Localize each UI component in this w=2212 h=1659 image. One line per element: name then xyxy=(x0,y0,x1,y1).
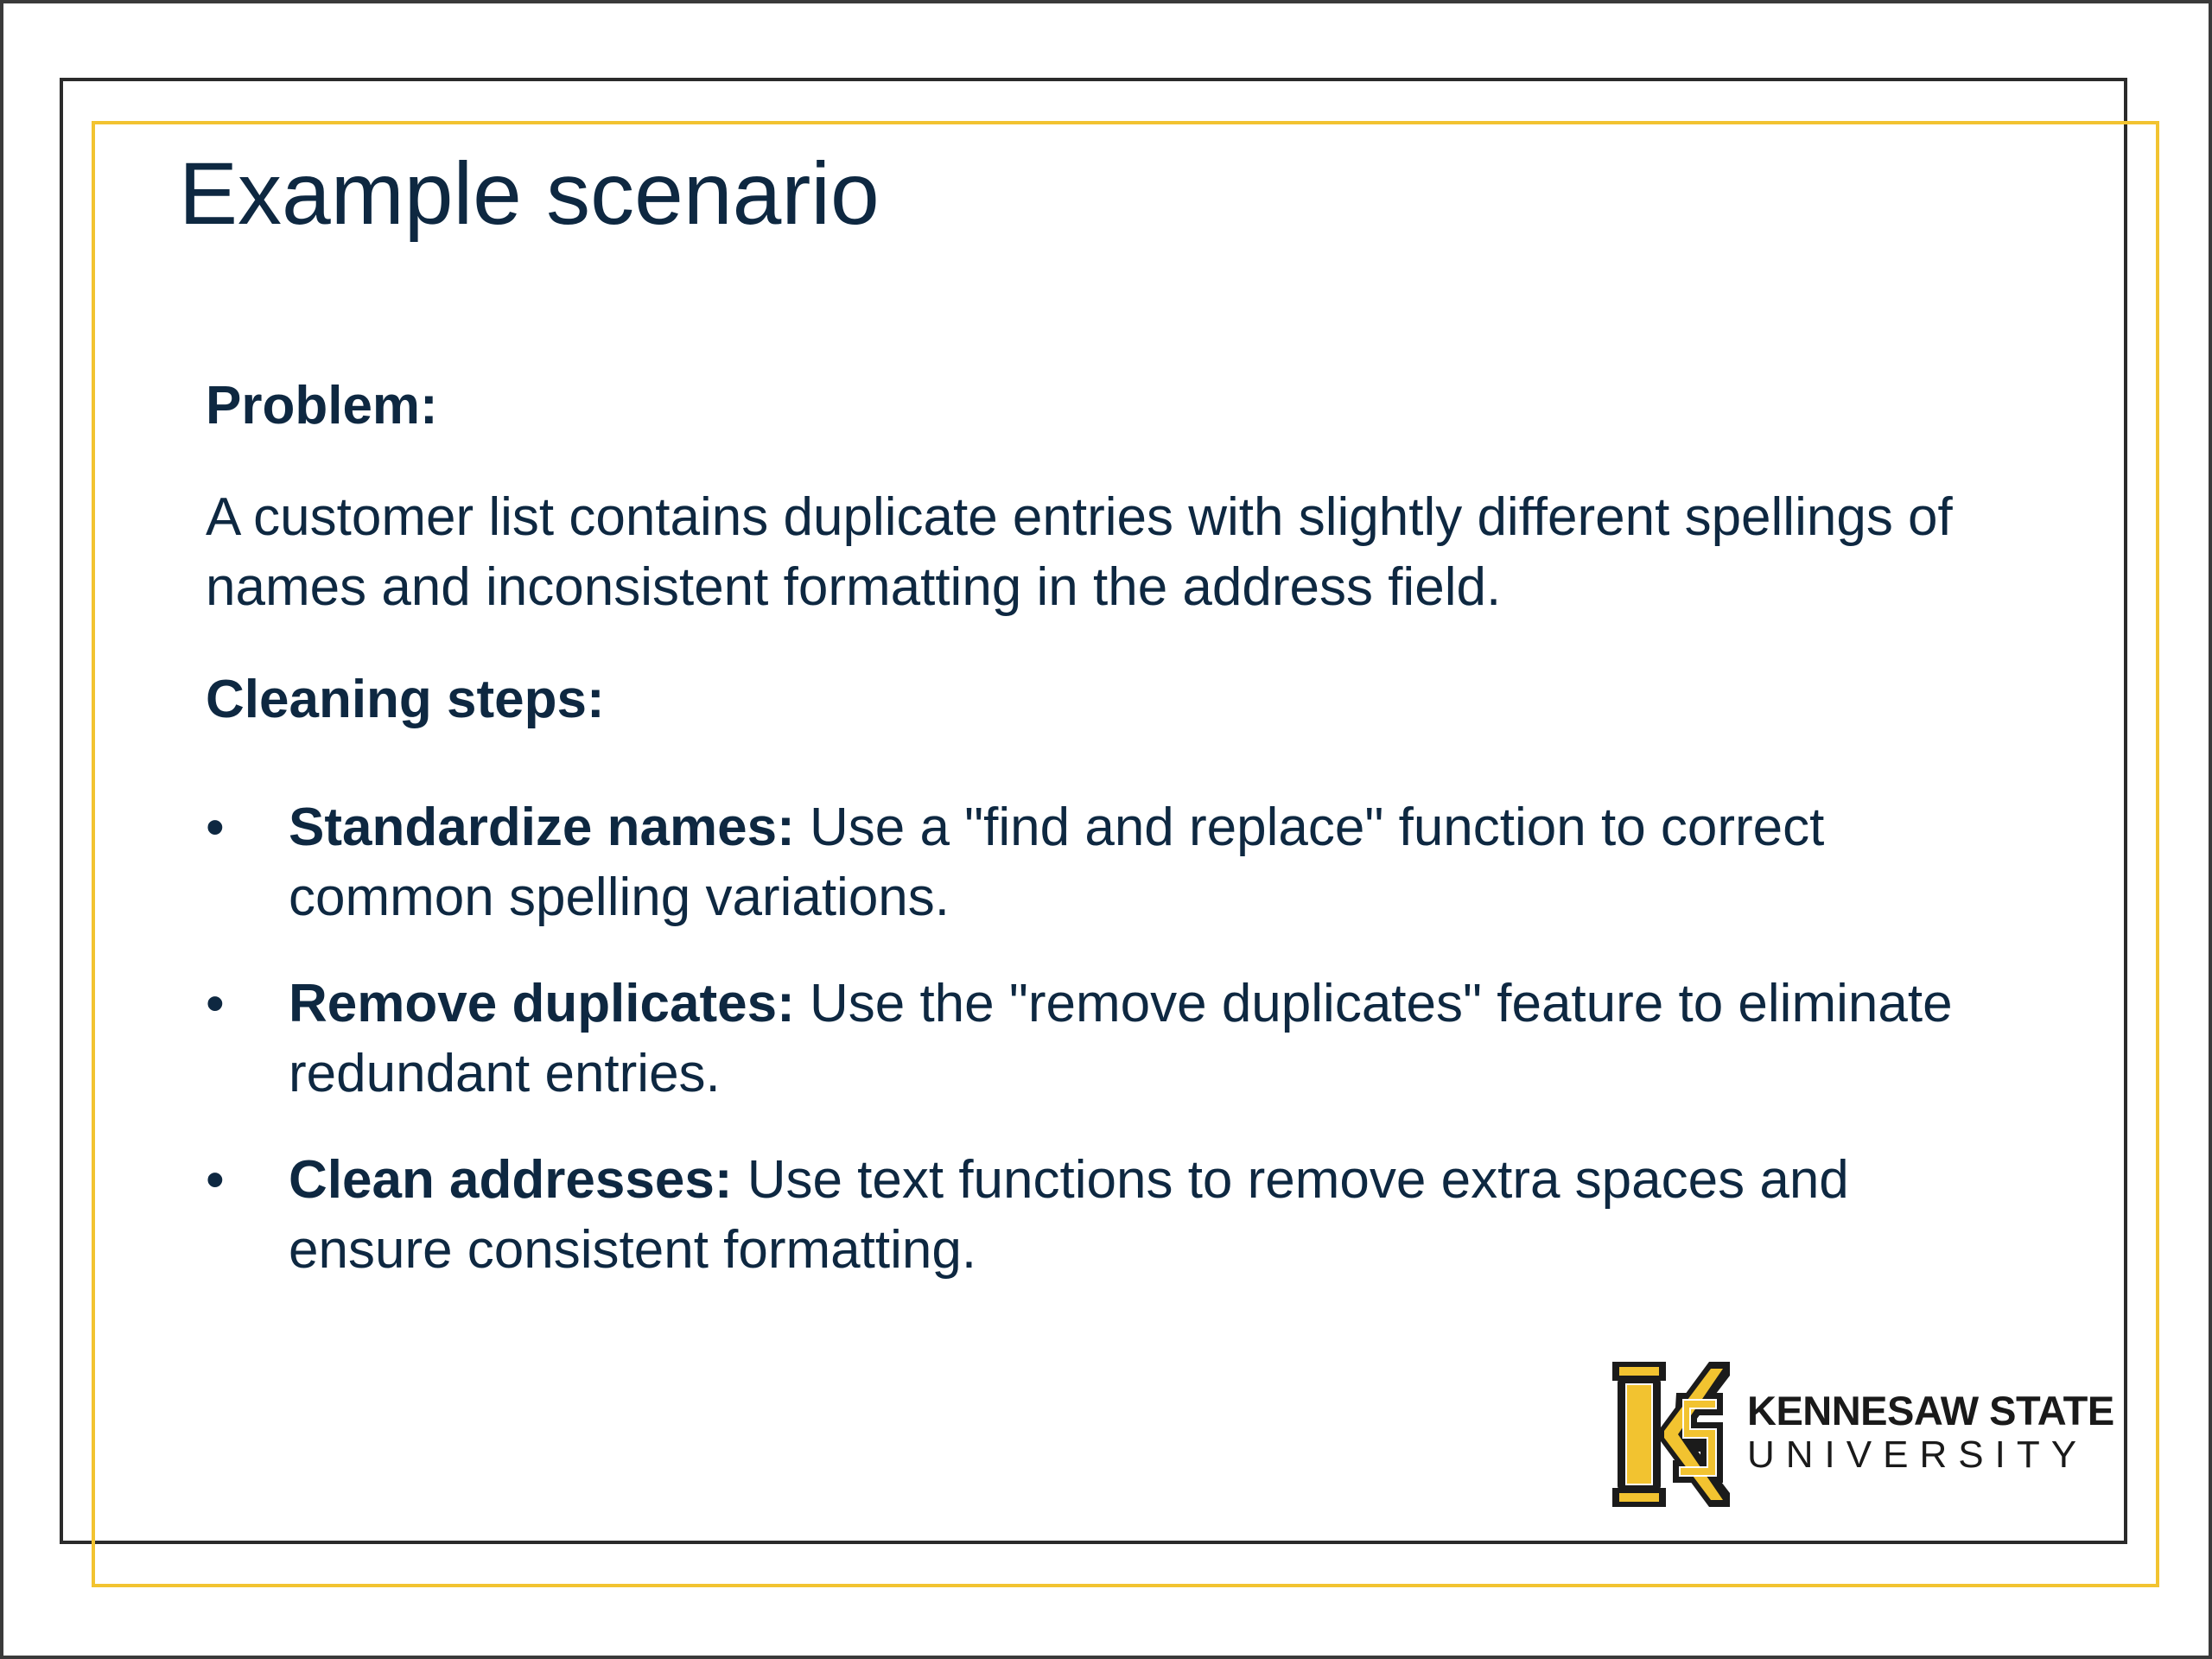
logo-line-kennesaw-state: KENNESAW STATE xyxy=(1747,1388,2114,1433)
cleaning-steps-heading: Cleaning steps: xyxy=(206,670,605,729)
list-item xyxy=(206,969,2020,1109)
bullet: • xyxy=(206,974,225,1033)
bullet: • xyxy=(206,798,225,857)
step-label: Clean addresses: xyxy=(289,1150,733,1210)
cleaning-steps-list xyxy=(206,792,2020,1285)
problem-heading: Problem: xyxy=(206,376,438,435)
list-item xyxy=(206,792,2020,932)
list-item xyxy=(206,1145,2020,1285)
slide-title: Example scenario xyxy=(179,144,880,243)
step-text: Use the "remove duplicates" feature to eliminate redundant entries. xyxy=(289,974,1953,1103)
logo-wordmark xyxy=(1747,1389,2114,1478)
ksu-monogram-icon xyxy=(1612,1358,1730,1510)
logo-line-university: UNIVERSITY xyxy=(1747,1433,2088,1476)
step-text: Use text functions to remove extra spaces and ensure consistent formatting. xyxy=(289,1150,1849,1280)
step-label: Standardize names: xyxy=(289,798,795,857)
slide-body xyxy=(206,371,2020,1321)
university-logo xyxy=(1612,1358,2114,1510)
step-text: Use a "find and replace" function to correct common spelling variations. xyxy=(289,798,1825,927)
bullet: • xyxy=(206,1150,225,1210)
step-label: Remove duplicates: xyxy=(289,974,795,1033)
problem-text: A customer list contains duplicate entries with slightly different spellings of names and inconsistent formatting in the address field. xyxy=(206,487,1953,617)
